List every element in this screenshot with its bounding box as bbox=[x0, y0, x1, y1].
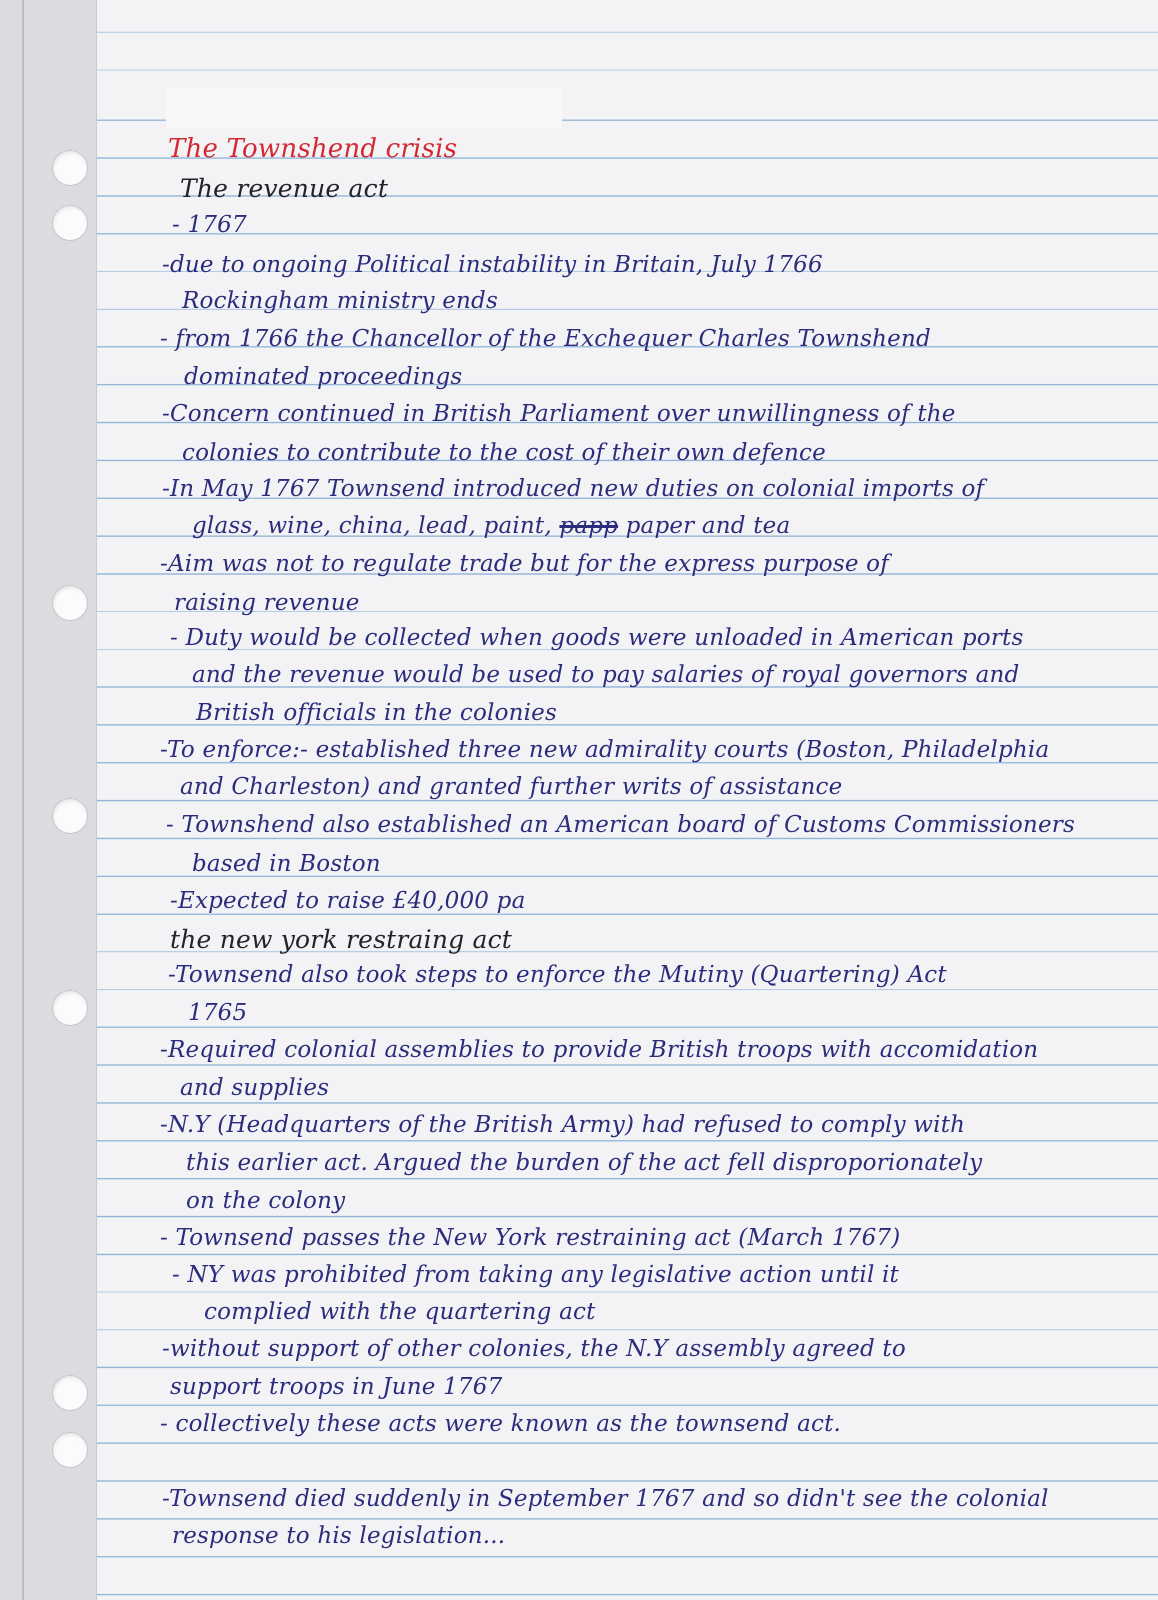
note-line: this earlier act. Argued the burden of the act fell disproporionately bbox=[186, 1150, 983, 1176]
note-line: - Duty would be collected when goods were unloaded in American ports bbox=[170, 625, 1024, 651]
note-line: based in Boston bbox=[192, 851, 381, 877]
note-line: complied with the quartering act bbox=[204, 1299, 596, 1325]
note-line: and the revenue would be used to pay salaries of royal governors and bbox=[192, 662, 1020, 688]
note-line: on the colony bbox=[186, 1188, 346, 1214]
margin-line-left bbox=[22, 0, 24, 1600]
note-line: 1765 bbox=[188, 1000, 248, 1026]
note-line: - NY was prohibited from taking any legislative action until it bbox=[172, 1262, 900, 1288]
imports-list: glass, wine, china, lead, paint, bbox=[192, 513, 552, 539]
punch-hole-icon bbox=[52, 585, 88, 621]
punch-hole-icon bbox=[52, 150, 88, 186]
note-line: - 1767 bbox=[172, 212, 247, 238]
note-line: -Aim was not to regulate trade but for the express purpose of bbox=[160, 551, 889, 577]
margin-line-right bbox=[96, 0, 97, 1600]
note-line: - collectively these acts were known as the townsend act. bbox=[160, 1411, 842, 1437]
punch-hole-icon bbox=[52, 990, 88, 1026]
note-line: response to his legislation... bbox=[172, 1523, 506, 1549]
section-heading-revenue-act: The revenue act bbox=[180, 174, 389, 203]
note-line: colonies to contribute to the cost of their own defence bbox=[182, 440, 826, 466]
section-heading-restraining-act: the new york restraing act bbox=[170, 925, 513, 954]
note-line: -N.Y (Headquarters of the British Army) had refused to comply with bbox=[160, 1112, 966, 1138]
note-line: support troops in June 1767 bbox=[170, 1374, 503, 1400]
note-line: - Townsend passes the New York restraining act (March 1767) bbox=[160, 1225, 901, 1251]
note-line: and Charleston) and granted further writs of assistance bbox=[180, 774, 843, 800]
note-line-imports bbox=[192, 513, 790, 539]
cut-off-heading bbox=[196, 78, 496, 106]
note-line: - from 1766 the Chancellor of the Exchequer Charles Townshend bbox=[160, 326, 931, 352]
crossed-out-word: papp bbox=[559, 513, 619, 539]
punch-hole-icon bbox=[52, 798, 88, 834]
page-title: The Townshend crisis bbox=[168, 134, 458, 164]
note-line: -To enforce:- established three new admirality courts (Boston, Philadelphia bbox=[160, 737, 1050, 763]
note-line: - Townshend also established an American board of Customs Commissioners bbox=[166, 812, 1075, 838]
note-line: British officials in the colonies bbox=[196, 700, 557, 726]
page-margin-strip bbox=[0, 0, 96, 1600]
note-line: -due to ongoing Political instability in Britain, July 1766 bbox=[162, 252, 823, 278]
punch-hole-icon bbox=[52, 1432, 88, 1468]
imports-list-end: paper and tea bbox=[625, 513, 791, 539]
punch-hole-icon bbox=[52, 205, 88, 241]
note-line: -without support of other colonies, the N.Y assembly agreed to bbox=[162, 1336, 906, 1362]
note-line: -Required colonial assemblies to provide British troops with accomidation bbox=[160, 1037, 1039, 1063]
note-line: dominated proceedings bbox=[184, 364, 463, 390]
note-line: -Concern continued in British Parliament over unwillingness of the bbox=[162, 401, 956, 427]
punch-hole-icon bbox=[52, 1375, 88, 1411]
note-line: -Townsend also took steps to enforce the Mutiny (Quartering) Act bbox=[168, 962, 947, 988]
note-line: Rockingham ministry ends bbox=[182, 288, 498, 314]
note-line: -In May 1767 Townsend introduced new duties on colonial imports of bbox=[162, 476, 985, 502]
note-line: -Townsend died suddenly in September 1767 and so didn't see the colonial bbox=[162, 1486, 1049, 1512]
note-line: raising revenue bbox=[174, 590, 360, 616]
note-line: and supplies bbox=[180, 1075, 330, 1101]
note-line: -Expected to raise £40,000 pa bbox=[170, 888, 526, 914]
